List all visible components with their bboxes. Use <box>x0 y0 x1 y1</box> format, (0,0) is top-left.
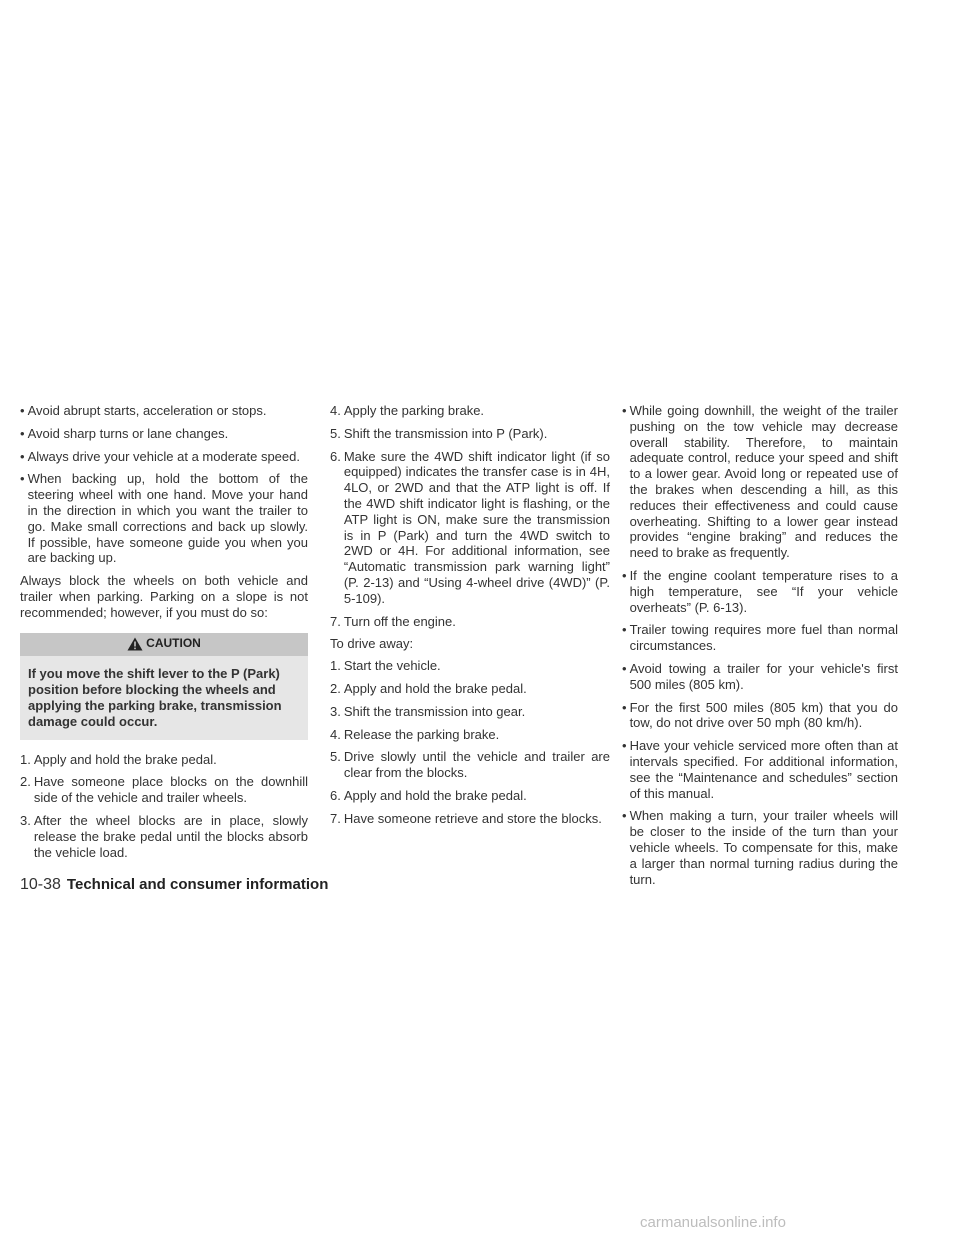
page-footer <box>20 876 328 894</box>
caution-header <box>20 633 308 656</box>
bullet-item: • Trailer towing requires more fuel than normal circumstances. <box>622 622 898 654</box>
bullet-item: • Avoid abrupt starts, acceleration or stops. <box>20 403 267 418</box>
step-item: 3. After the wheel blocks are in place, slowly release the brake pedal until the blocks absorb the vehicle load. <box>20 812 308 860</box>
bullet-item: • Have your vehicle serviced more often than at intervals specified. For additional information, see the “Maintenance and schedules” section of this manual. <box>622 738 898 801</box>
step-item: 7. Turn off the engine. <box>330 613 456 629</box>
bullet-item: • For the first 500 miles (805 km) that you do tow, do not drive over 50 mph (80 km/h). <box>622 699 898 731</box>
step-item: 1. Apply and hold the brake pedal. <box>20 751 217 767</box>
page-number: 10-38 <box>20 876 61 893</box>
column-right <box>622 403 898 894</box>
bullet-item: • Always drive your vehicle at a moderate speed. <box>20 448 300 464</box>
bullet-item: • While going downhill, the weight of the trailer pushing on the tow vehicle may decrease overall stability. Therefore, to maintain adequate control, reduce your speed and shift to a lower gear. Avoid long or repeated use of the brakes when descending a hill, as this reduces their effectiveness and could cause overheating. Shifting to a lower gear instead provides “engine braking” and reduces the need to brake as frequently. <box>622 403 898 561</box>
bullet-item: • When making a turn, your trailer wheels will be closer to the inside of the turn than your vehicle wheels. To compensate for this, make a larger than normal turning radius during the turn. <box>622 808 898 887</box>
watermark: carmanualsonline.info <box>640 1214 786 1231</box>
step-item: 3. Shift the transmission into gear. <box>330 703 526 719</box>
step-item: 2. Apply and hold the brake pedal. <box>330 680 527 696</box>
step-item: 4. Apply the parking brake. <box>330 403 485 418</box>
drive-away-heading: To drive away: <box>330 636 414 652</box>
bullet-item: • When backing up, hold the bottom of the steering wheel with one hand. Move your hand in the direction in which you want the trailer to go. Make small corrections and back up slowly. If possible, have someone guide you when you are backing up. <box>20 471 308 566</box>
step-item: 5. Drive slowly until the vehicle and trailer are clear from the blocks. <box>330 749 610 781</box>
warning-icon <box>127 637 143 651</box>
bullet-item: • Avoid sharp turns or lane changes. <box>20 425 229 441</box>
caution-label: CAUTION <box>146 636 201 651</box>
step-item: 5. Shift the transmission into P (Park). <box>330 425 548 441</box>
step-item: 2. Have someone place blocks on the downhill side of the vehicle and trailer wheels. <box>20 774 308 806</box>
column-middle <box>330 403 610 834</box>
step-item: 7. Have someone retrieve and store the blocks. <box>330 810 602 826</box>
section-title: Technical and consumer information <box>66 876 329 893</box>
caution-text: If you move the shift lever to the P (Park) position before blocking the wheels and applying the parking brake, transmission damage could occur. <box>28 665 282 729</box>
step-item: 4. Release the parking brake. <box>330 726 500 742</box>
bullet-item: • Avoid towing a trailer for your vehicle's first 500 miles (805 km). <box>622 660 898 692</box>
step-item: 1. Start the vehicle. <box>330 658 441 674</box>
column-left <box>20 403 308 867</box>
bullet-item: • If the engine coolant temperature rises to a high temperature, see “If your vehicle overheats” (P. 6-13). <box>622 567 898 615</box>
step-item: 6. Make sure the 4WD shift indicator light (if so equipped) indicates the transfer case is in 4H, 4LO, or 2WD and that the ATP light is off. If the 4WD shift indicator light is flashing, or the ATP light is ON, make sure the transmission is in P (Park) and turn the 4WD switch to 2WD or 4H. For additional information, see “Automatic transmission park warning light” (P. 2-13) and “Using 4-wheel drive (4WD)” (P. 5-109). <box>330 448 610 606</box>
step-item: 6. Apply and hold the brake pedal. <box>330 787 527 803</box>
parking-paragraph: Always block the wheels on both vehicle and trailer when parking. Parking on a slope is not recommended; however, if you must do so: <box>20 573 308 620</box>
caution-box <box>20 633 308 740</box>
